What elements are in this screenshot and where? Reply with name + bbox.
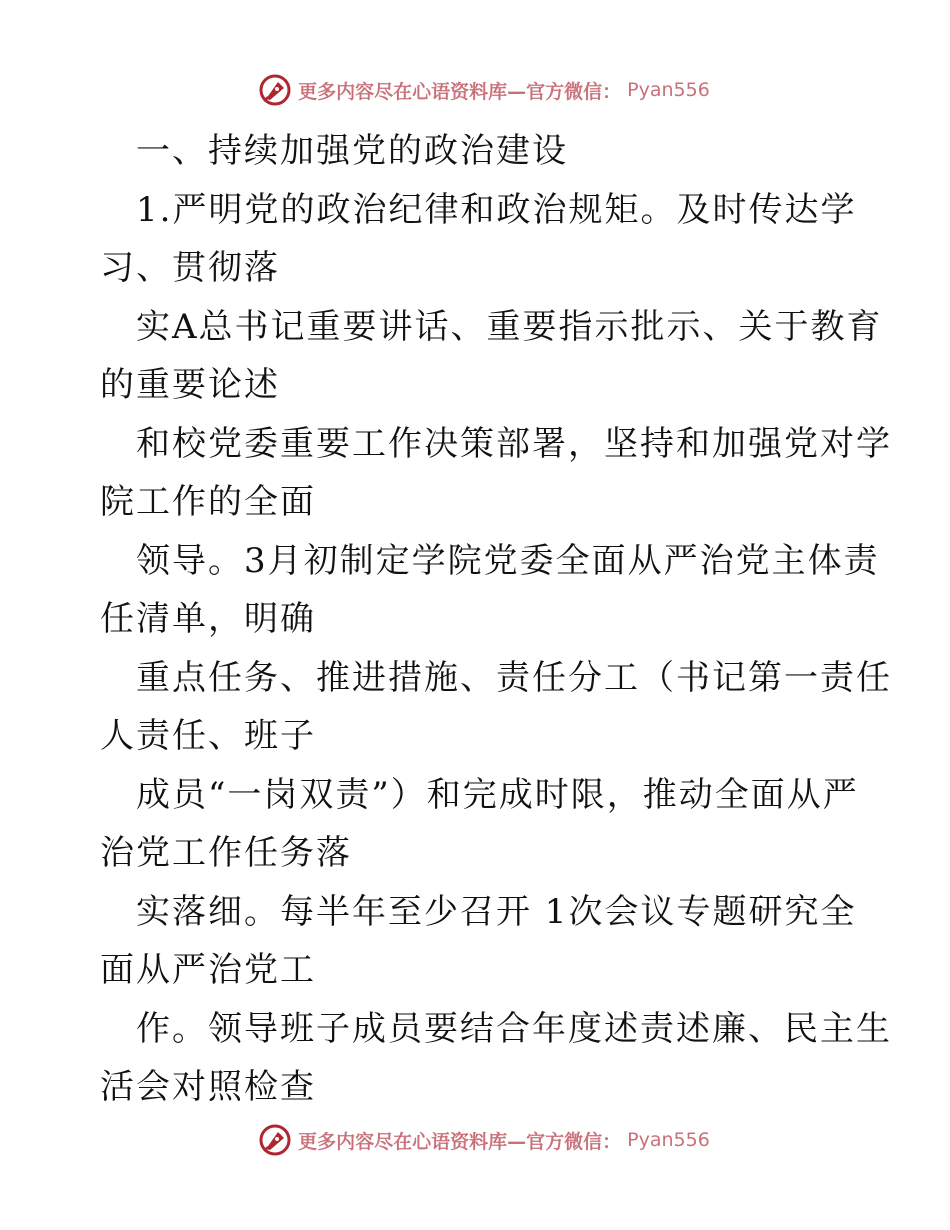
paragraph-line: 活会对照检查 xyxy=(100,1067,316,1107)
header-watermark-banner xyxy=(0,70,950,110)
watermark-wechat-id: Pyan556 xyxy=(627,1129,710,1151)
watermark-text: 更多内容尽在心语资料库—官方微信： xyxy=(298,1130,622,1153)
paragraph-line: 习、贯彻落 xyxy=(100,248,280,288)
paragraph-line: 人责任、班子 xyxy=(100,716,316,756)
paragraph-line: 作。领导班子成员要结合年度述责述廉、民主生 xyxy=(136,1008,892,1049)
pen-nib-logo-icon xyxy=(258,1123,292,1157)
paragraph-line: 的重要论述 xyxy=(100,365,280,405)
pen-nib-logo-icon xyxy=(258,73,292,107)
footer-watermark-banner xyxy=(0,1120,950,1160)
paragraph-line: 治党工作任务落 xyxy=(100,833,352,873)
paragraph-line: 领导。3月初制定学院党委全面从严治党主体责 xyxy=(136,540,880,581)
paragraph-line: 任清单，明确 xyxy=(100,599,316,639)
paragraph-line: 成员“一岗双责”）和完成时限，推动全面从严 xyxy=(136,774,859,815)
paragraph-line: 和校党委重要工作决策部署，坚持和加强党对学 xyxy=(136,423,892,464)
paragraph-line: 实落细。每半年至少召开 1次会议专题研究全 xyxy=(136,891,857,932)
paragraph-line: 1.严明党的政治纪律和政治规矩。及时传达学 xyxy=(136,189,857,230)
paragraph-line: 一、持续加强党的政治建设 xyxy=(136,131,568,171)
document-body xyxy=(100,122,892,1117)
paragraph-line: 院工作的全面 xyxy=(100,482,316,522)
paragraph-line: 重点任务、推进措施、责任分工（书记第一责任 xyxy=(136,657,892,698)
watermark-text: 更多内容尽在心语资料库—官方微信： xyxy=(298,80,622,103)
paragraph-line: 面从严治党工 xyxy=(100,950,316,990)
paragraph-line: 实A总书记重要讲话、重要指示批示、关于教育 xyxy=(136,306,883,347)
watermark-wechat-id: Pyan556 xyxy=(627,79,710,101)
